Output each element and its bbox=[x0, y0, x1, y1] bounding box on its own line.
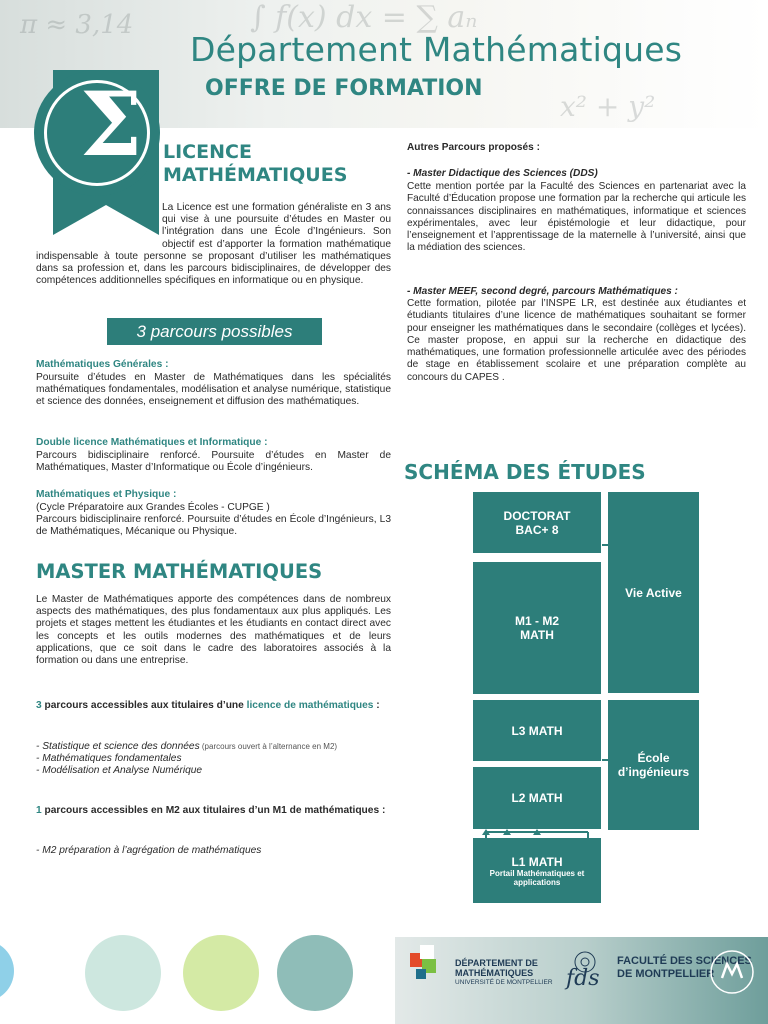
parcours-2-title: Double licence Mathématiques et Informatique : bbox=[36, 437, 268, 448]
sigma-icon: Σ bbox=[80, 72, 143, 176]
l1-box: L1 MATH Portail Mathématiques et applications bbox=[473, 838, 601, 903]
master-p2-num: 1 bbox=[36, 805, 42, 816]
list-item: - Statistique et science des données (parcours ouvert à l’alternance en M2) bbox=[36, 741, 338, 752]
autres-2-text: Cette formation, pilotée par l’INSPE LR, est destinée aux étudiantes et étudiants titulaires d’une licence de mathématiques souhaitant se former pour enseigner les mathématiques dans le secondaire (collèges et lycées). Ce master propose, en appui sur la recherche en didactique des mathématiques, une formation professionnelle articulée avec des périodes de stage en établissement scolaire et une préparation complète au concours du CAPES . bbox=[407, 298, 746, 383]
licence-title bbox=[163, 141, 347, 187]
list-item: - Mathématiques fondamentales bbox=[36, 753, 182, 765]
l3-box: L3 MATH bbox=[473, 700, 601, 761]
licence-title-line1: LICENCE bbox=[163, 141, 252, 163]
master-list bbox=[36, 741, 396, 778]
page-title: Département Mathématiques bbox=[190, 30, 683, 69]
master-p2 bbox=[36, 805, 391, 817]
l2-box: L2 MATH bbox=[473, 767, 601, 829]
fac-logo-text: FACULTÉ DES SCIENCES DE MONTPELLIER bbox=[617, 955, 752, 980]
decor-circle bbox=[0, 940, 14, 1002]
page-subtitle: OFFRE DE FORMATION bbox=[205, 76, 483, 101]
autres-2-title: - Master MEEF, second degré, parcours Mathématiques : bbox=[407, 286, 678, 297]
parcours-1-title: Mathématiques Générales : bbox=[36, 359, 169, 370]
licence-intro-text: La Licence est une formation généraliste en 3 ans qui vise à une poursuite d’études en Master ou l’intégration dans une École d’Ingénieurs. Son objectif est d’apporter la formation mathématique indispensable à toute personne se proposant d’utiliser les mathématiques dans sa profession et, dans les parcours bidisciplinaires, de développer des compétences additionnelles spécifiques en informatique ou en physique. bbox=[36, 202, 391, 287]
dept-logo-text: DÉPARTEMENT DE MATHÉMATIQUES UNIVERSITÉ DE MONTPELLIER bbox=[455, 958, 553, 986]
master-intro: Le Master de Mathématiques apporte des compétences dans de nombreux aspects des mathématiques, des plus fondamentaux aux plus appliqués. Les projets et stages mettent les étudiantes et les étudiants en contact direct avec les concepts et les outils modernes des mathématiques et de leurs applications, que ce soit dans le cadre des laboratoires associés à la formation ou dans une entreprise. bbox=[36, 594, 391, 667]
decor-circle bbox=[183, 935, 259, 1011]
list-item: - Modélisation et Analyse Numérique bbox=[36, 765, 203, 777]
master-p1-num: 3 bbox=[36, 700, 42, 711]
licence-intro bbox=[36, 202, 391, 287]
um-logo-icon bbox=[708, 948, 756, 996]
parcours-1-text: Poursuite d’études en Master de Mathématiques dans les spécialités mathématiques fondamentales, modélisation et analyse numérique, statistique et science des données, enseignement et diffusion des mathématiques. bbox=[36, 372, 391, 408]
parcours-2-text: Parcours bidisciplinaire renforcé. Poursuite d’études en Master de Mathématiques, Master d’Informatique ou École d’ingénieurs. bbox=[36, 450, 391, 474]
autres-1-title: - Master Didactique des Sciences (DDS) bbox=[407, 168, 598, 179]
parcours-3-title: Mathématiques et Physique : bbox=[36, 489, 177, 500]
master-p2-item: - M2 préparation à l’agrégation de mathématiques bbox=[36, 845, 262, 856]
master-p1-link[interactable]: licence de mathématiques bbox=[246, 700, 374, 711]
decor-formula: x² + y² bbox=[560, 90, 656, 123]
schema-title: SCHÉMA DES ÉTUDES bbox=[404, 460, 646, 484]
m1m2-box: M1 - M2 MATH bbox=[473, 562, 601, 694]
ecole-box: École d’ingénieurs bbox=[608, 700, 699, 830]
autres-1-text: Cette mention portée par la Faculté des Sciences en partenariat avec la Faculté d’Éducation propose une formation par la recherche qui articule les connaissances disciplinaires en mathématiques, informatique et sciences expérimentales, avec leur épistémologie et leur didactique, pour l’enseignement et l’apprentissage de la maternelle à l’université, ainsi que la médiation des sciences. bbox=[407, 181, 746, 254]
master-p1-text: parcours accessibles aux titulaires d’une bbox=[41, 700, 247, 711]
decor-circle bbox=[277, 935, 353, 1011]
parcours-banner: 3 parcours possibles bbox=[107, 318, 322, 345]
parcours-3-text: (Cycle Préparatoire aux Grandes Écoles - CUPGE ) Parcours bidisciplinaire renforcé. Poursuite d’études en École d’Ingénieurs, L3 de Mathématiques, Mécanique ou Physique. bbox=[36, 502, 391, 538]
fds-logo-text: fds bbox=[566, 966, 600, 991]
vie-active-box: Vie Active bbox=[608, 492, 699, 693]
master-p1 bbox=[36, 700, 391, 712]
master-p1-colon: : bbox=[373, 700, 380, 711]
decor-formula: ∫ f(x) dx = ∑ aₙ bbox=[250, 0, 478, 35]
dept-logo-icon bbox=[410, 945, 446, 981]
autres-title: Autres Parcours proposés : bbox=[407, 142, 540, 153]
doctorat-box: DOCTORAT BAC+ 8 bbox=[473, 492, 601, 553]
decor-circle bbox=[85, 935, 161, 1011]
licence-title-line2: MATHÉMATIQUES bbox=[163, 164, 348, 186]
decor-formula: π ≈ 3,14 bbox=[20, 10, 134, 40]
master-p2-text: parcours accessibles en M2 aux titulaires d’un M1 de mathématiques : bbox=[41, 805, 386, 816]
master-title: MASTER MATHÉMATIQUES bbox=[36, 560, 323, 583]
